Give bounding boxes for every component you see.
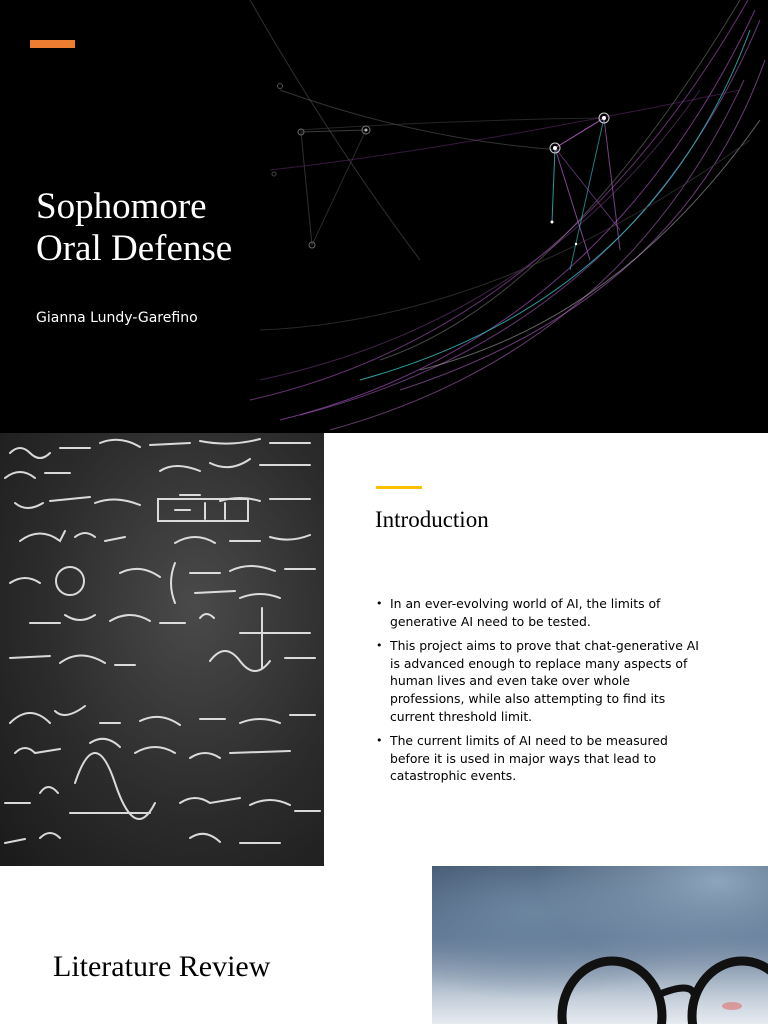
bullet-icon: • <box>376 734 383 748</box>
bullet-icon: • <box>376 597 383 610</box>
intro-accent-bar <box>376 486 422 489</box>
literature-review-slide <box>0 866 768 1024</box>
list-item <box>376 595 706 630</box>
list-item <box>376 637 706 725</box>
title-line-2: Oral Defense <box>36 228 233 269</box>
chalk-scribbles <box>0 433 324 866</box>
list-item <box>376 732 706 785</box>
literature-review-heading: Literature Review <box>53 950 271 983</box>
author-name: Gianna Lundy-Garefino <box>36 310 198 326</box>
bullet-icon: • <box>376 639 383 653</box>
intro-heading: Introduction <box>375 507 489 532</box>
eyeglasses-shape <box>432 866 768 1024</box>
chalkboard-math-image <box>0 433 324 866</box>
slide-title <box>36 186 356 270</box>
bullet-text: In an ever-evolving world of AI, the limits of generative AI need to be tested. <box>390 596 661 629</box>
title-line-1: Sophomore <box>36 186 207 227</box>
introduction-slide <box>0 433 768 866</box>
bullet-text: This project aims to prove that chat-generative AI is advanced enough to replace many aspects of human lives and even take over whole professions, while also attempting to find its current threshold limit. <box>390 638 699 724</box>
intro-bullet-list <box>376 595 706 792</box>
bullet-text: The current limits of AI need to be measured before it is used in major ways that lead to catastrophic events. <box>390 733 668 784</box>
title-accent-bar <box>30 40 75 48</box>
eyeglasses-image <box>432 866 768 1024</box>
title-slide <box>0 0 768 433</box>
